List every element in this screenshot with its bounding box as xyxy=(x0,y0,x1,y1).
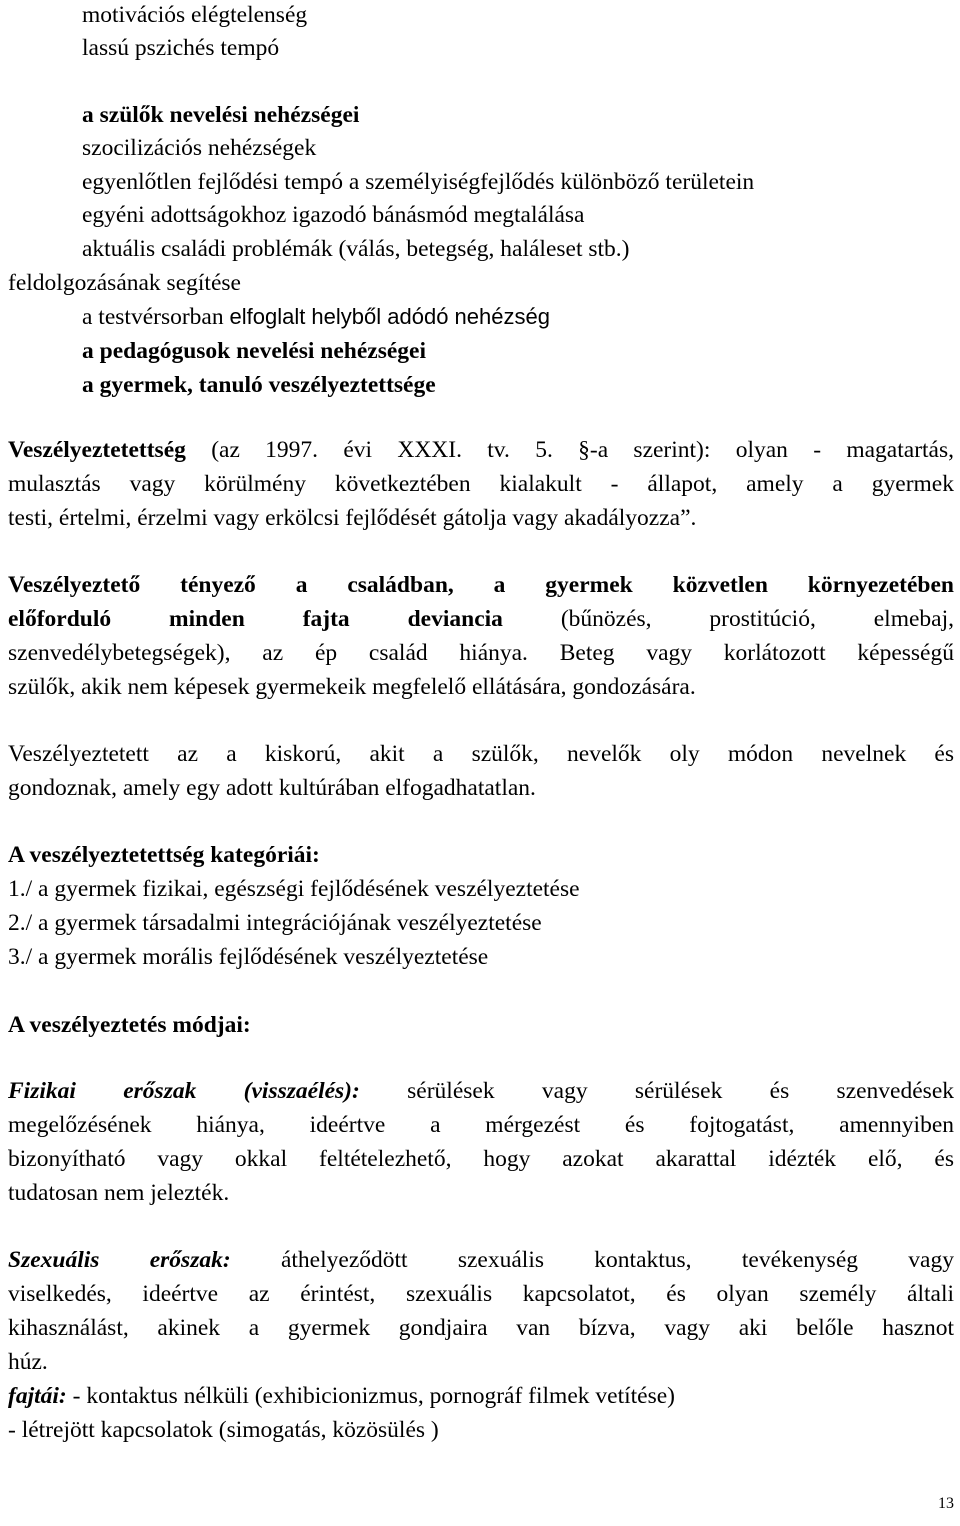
list-line: motivációs elégtelenség xyxy=(82,2,308,28)
mode-line: viselkedés, ideértve az érintést, szexuális kapcsolatot, és olyan személy általi xyxy=(8,1281,954,1307)
definition-line xyxy=(8,435,954,465)
mode-line: bizonyítható vagy okkal feltételezhető, hogy azokat akarattal idézték elő, és xyxy=(8,1146,954,1172)
definition-text: (bűnözés, prostitúció, elmebaj, xyxy=(502,606,954,632)
list-line-bold xyxy=(82,100,359,130)
list-line-mixed xyxy=(82,302,550,332)
mode-line xyxy=(8,1245,954,1275)
mode-text: - kontaktus nélküli (exhibicionizmus, pornográf filmek vetítése) xyxy=(66,1383,675,1409)
mode-line xyxy=(8,1076,954,1106)
mode-line: tudatosan nem jelezték. xyxy=(8,1180,230,1206)
mode-line: kihasználást, akinek a gyermek gondjaira van bízva, vagy aki belőle hasznot xyxy=(8,1315,954,1341)
definition-line: szenvedélybetegségek), az ép család hiánya. Beteg vagy korlátozott képességű xyxy=(8,640,954,666)
list-text: a testvérsorban xyxy=(82,304,230,330)
mode-term: fajtái: xyxy=(8,1383,67,1409)
category-item: 3./ a gyermek morális fejlődésének veszélyeztetése xyxy=(8,944,489,970)
definition-line xyxy=(8,570,954,600)
mode-term: Fizikai erőszak (visszaélés): xyxy=(8,1078,360,1104)
heading-text: A veszélyeztetés módjai: xyxy=(8,1012,251,1038)
list-line: aktuális családi problémák (válás, betegség, haláleset stb.) xyxy=(82,236,630,262)
category-item: 2./ a gyermek társadalmi integrációjának veszélyeztetése xyxy=(8,910,542,936)
definition-line: testi, értelmi, érzelmi vagy erkölcsi fejlődését gátolja vagy akadályozza”. xyxy=(8,505,697,531)
list-line-bold xyxy=(82,336,426,366)
definition-text: (az 1997. évi XXXI. tv. 5. §-a szerint): olyan - magatartás, xyxy=(185,437,954,463)
category-item: 1./ a gyermek fizikai, egészségi fejlődésének veszélyeztetése xyxy=(8,876,580,902)
list-line: szocilizációs nehézségek xyxy=(82,135,317,161)
definition-line: mulasztás vagy körülmény következtében kialakult - állapot, amely a gyermek xyxy=(8,471,954,497)
categories-heading xyxy=(8,840,954,870)
list-line: egyenlőtlen fejlődési tempó a személyiségfejlődés különböző területein xyxy=(82,169,755,195)
definition-line: szülők, akik nem képesek gyermekeik megfelelő ellátására, gondozására. xyxy=(8,674,696,700)
modes-heading xyxy=(8,1010,954,1040)
list-bold-text: a szülők nevelési nehézségei xyxy=(82,102,360,128)
definition-line: Veszélyeztetett az a kiskorú, akit a szülők, nevelők oly módon nevelnek és xyxy=(8,741,954,767)
page-number: 13 xyxy=(938,1495,954,1512)
definition-bold: Veszélyeztető tényező a családban, a gyermek közvetlen környezetében xyxy=(8,572,954,598)
definition-term: Veszélyeztetettség xyxy=(8,437,186,463)
list-bold-text: a pedagógusok nevelési nehézségei xyxy=(82,338,427,364)
mode-line xyxy=(8,1381,954,1411)
list-line-bold xyxy=(82,370,436,400)
mode-text: áthelyeződött szexuális kontaktus, tevékenység vagy xyxy=(230,1247,954,1273)
list-sans-text: elfoglalt helyből adódó nehézség xyxy=(229,304,550,329)
definition-bold: előforduló minden fajta deviancia xyxy=(8,606,503,632)
mode-line: - létrejött kapcsolatok (simogatás, közösülés ) xyxy=(8,1417,439,1443)
mode-line: húz. xyxy=(8,1349,48,1375)
list-line: lassú pszichés tempó xyxy=(82,35,280,61)
mode-text: sérülések vagy sérülések és szenvedések xyxy=(359,1078,954,1104)
definition-line: gondoznak, amely egy adott kultúrában elfogadhatatlan. xyxy=(8,775,536,801)
list-line: feldolgozásának segítése xyxy=(8,270,241,296)
mode-line: megelőzésének hiánya, ideértve a mérgezést és fojtogatást, amennyiben xyxy=(8,1112,954,1138)
list-line: egyéni adottságokhoz igazodó bánásmód megtalálása xyxy=(82,202,585,228)
mode-term: Szexuális erőszak: xyxy=(8,1247,231,1273)
list-bold-text: a gyermek, tanuló veszélyeztettsége xyxy=(82,372,436,398)
definition-line xyxy=(8,604,954,634)
heading-text: A veszélyeztetettség kategóriái: xyxy=(8,842,320,868)
